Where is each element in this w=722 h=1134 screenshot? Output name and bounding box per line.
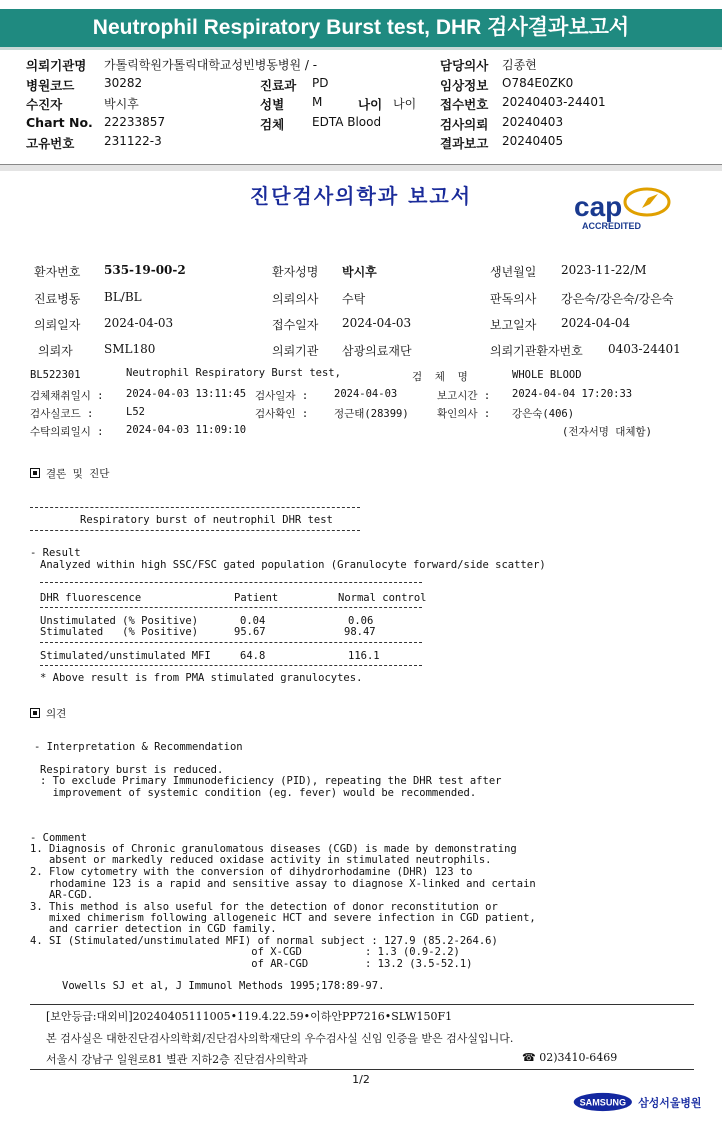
specimen: WHOLE BLOOD	[512, 369, 582, 381]
header-value: 20240403-24401	[502, 95, 606, 109]
result-label: - Result	[30, 547, 81, 559]
page-number: 1/2	[352, 1073, 370, 1086]
interp-line: improvement of systemic condition (eg. fever) would be recommended.	[40, 787, 477, 799]
room-label: 검사실코드 :	[30, 408, 94, 420]
patient-name-label: 환자성명	[272, 265, 319, 279]
comment-line: and carrier detection in CGD family.	[30, 923, 277, 935]
conclusion-heading: 결론 및 진단	[46, 468, 110, 480]
table-cell: 98.47	[344, 626, 376, 638]
header-value: 가톨릭학원가톨릭대학교성빈병동병원 / -	[104, 58, 318, 72]
repdate-label: 보고일자	[490, 318, 537, 332]
comment-line: 3. This method is also useful for the detection of donor reconstitution or	[30, 901, 498, 913]
reqdate: 2024-04-03	[104, 316, 174, 330]
section-bullet-icon	[30, 468, 40, 478]
header-label: 검체	[260, 117, 285, 132]
header-value: M	[312, 95, 323, 109]
inst-pt: 0403-24401	[608, 342, 681, 356]
confirmdoc-label: 확인의사 :	[437, 408, 491, 420]
report-title: 진단검사의학과 보고서	[249, 184, 473, 208]
esign-note: (전자서명 대체함)	[562, 426, 652, 438]
comment-line: of AR-CGD : 13.2 (3.5-52.1)	[30, 958, 473, 970]
header-value: 30282	[104, 76, 143, 90]
header-value: PD	[312, 76, 329, 90]
table-cell: 0.06	[348, 615, 374, 627]
header-value: 20240405	[502, 134, 564, 148]
hospital-name: 삼성서울병원	[638, 1096, 702, 1110]
table-cell: Stimulated/unstimulated MFI	[40, 650, 211, 662]
comment-line: 2. Flow cytometry with the conversion of dihydrorhodamine (DHR) 123 to	[30, 866, 473, 878]
header-label: 진료과	[260, 78, 297, 93]
phone-line: ☎ 02)3410-6469	[522, 1051, 618, 1064]
comment-line: AR-CGD.	[30, 889, 94, 901]
cert-line: 본 검사실은 대한진단검사의학회/진단검사의학재단의 우수검사실 신임 인증을 받은 검사실입니다.	[46, 1032, 514, 1045]
dash-rule	[40, 642, 422, 643]
header-label: 검사의뢰	[440, 117, 489, 132]
patient-no: 535-19-00-2	[104, 263, 186, 277]
header-value: O784E0ZK0	[502, 76, 574, 90]
dash-rule	[40, 607, 422, 608]
footer-divider	[30, 1069, 694, 1070]
table-header: Normal control	[338, 592, 427, 604]
collect-label: 검체채취일시 :	[30, 390, 104, 402]
cap-accredited-logo	[572, 186, 672, 232]
table-cell: 95.67	[234, 626, 266, 638]
table-header: DHR fluorescence	[40, 592, 142, 604]
institute: 삼광의료재단	[342, 344, 412, 358]
comment-line: 4. SI (Stimulated/unstimulated MFI) of normal subject : 127.9 (85.2-264.6)	[30, 935, 498, 947]
comment-line: 1. Diagnosis of Chronic granulomatous diseases (CGD) is made by demonstrating	[30, 843, 517, 855]
reporttime-label: 보고시간 :	[437, 390, 491, 402]
header-label: 병원코드	[26, 78, 75, 93]
table-header: Patient	[234, 592, 279, 604]
result-desc: Analyzed within high SSC/FSC gated population (Granulocyte forward/side scatter)	[40, 559, 546, 571]
security-line: [보안등급:대외비]20240405111005•119.4.22.59•이하안PP7216•SLW150F1	[46, 1010, 453, 1023]
table-cell: Unstimulated (% Positive)	[40, 615, 199, 627]
footer-divider	[30, 1004, 694, 1005]
test-name: Neutrophil Respiratory Burst test,	[126, 367, 341, 379]
patient-no-label: 환자번호	[34, 265, 81, 279]
consign-label: 수탁의뢰일시 :	[30, 426, 104, 438]
interp-line: : To exclude Primary Immunodeficiency (PID), repeating the DHR test after	[40, 775, 502, 787]
header-label: 결과보고	[440, 136, 489, 151]
consign: 2024-04-03 11:09:10	[126, 424, 247, 436]
dash-rule	[30, 507, 360, 508]
table-cell: Stimulated (% Positive)	[40, 626, 199, 638]
room: L52	[126, 406, 145, 418]
dash-rule	[40, 582, 422, 583]
institute-label: 의뢰기관	[272, 344, 319, 358]
section-bullet-icon	[30, 708, 40, 718]
reqdate-label: 의뢰일자	[34, 318, 81, 332]
header-label: 의뢰기관명	[26, 58, 87, 73]
dob: 2023-11-22/M	[561, 263, 647, 277]
header-label: 접수번호	[440, 97, 489, 112]
recvdate: 2024-04-03	[342, 316, 412, 330]
interp-line: Respiratory burst is reduced.	[40, 764, 224, 776]
reference: Vowells SJ et al, J Immunol Methods 1995;178:89-97.	[62, 980, 385, 992]
confirmdoc: 강은숙(406)	[512, 408, 575, 420]
header-value: 22233857	[104, 115, 166, 129]
header-label: 성별	[260, 97, 285, 112]
ward-label: 진료병동	[34, 292, 81, 306]
reader: 강은숙/강은숙/강은숙	[561, 292, 674, 306]
dash-rule	[30, 530, 360, 531]
header-label: 수진자	[26, 97, 63, 112]
confirm: 정근태(28399)	[334, 408, 409, 420]
comment-line: - Comment	[30, 832, 87, 844]
comment-line: absent or markedly reduced oxidase activity in stimulated neutrophils.	[30, 854, 492, 866]
banner-shadow	[0, 47, 722, 50]
header-label: 고유번호	[26, 136, 75, 151]
test-title: Respiratory burst of neutrophil DHR test	[80, 514, 333, 526]
repdate: 2024-04-04	[561, 316, 631, 330]
report-banner: Neutrophil Respiratory Burst test, DHR 검사결과보고서	[0, 9, 722, 47]
header-label: 임상정보	[440, 78, 489, 93]
pma-note: * Above result is from PMA stimulated granulocytes.	[40, 672, 363, 684]
comment-line: rhodamine 123 is a rapid and sensitive assay to diagnose X-linked and certain	[30, 878, 536, 890]
cap-accredited-word: ACCREDITED	[582, 221, 642, 231]
header-value: 231122-3	[104, 134, 162, 148]
reader-label: 판독의사	[490, 292, 537, 306]
testdate: 2024-04-03	[334, 388, 398, 400]
comment-line: mixed chimerism following allogeneic HCT and severe infection in CGD patient,	[30, 912, 536, 924]
comment-line: of X-CGD : 1.3 (0.9-2.2)	[30, 946, 460, 958]
doctor: 수탁	[342, 292, 366, 306]
inst-pt-label: 의뢰기관환자번호	[490, 344, 583, 358]
samsung-hospital-logo	[566, 1092, 716, 1112]
header-label: Chart No.	[26, 115, 93, 130]
dob-label: 생년월일	[490, 265, 537, 279]
confirm-label: 검사확인 :	[255, 408, 309, 420]
samsung-word: SAMSUNG	[579, 1097, 627, 1108]
patient-name: 박시후	[342, 265, 377, 279]
testdate-label: 검사일자 :	[255, 390, 309, 402]
table-cell: 116.1	[348, 650, 380, 662]
test-code: BL522301	[30, 369, 81, 381]
header-label: 담당의사	[440, 58, 489, 73]
table-cell: 64.8	[240, 650, 266, 662]
header-label: 나이	[358, 97, 383, 112]
header-value: 20240403	[502, 115, 564, 129]
collect: 2024-04-03 13:11:45	[126, 388, 247, 400]
requester-label: 의뢰자	[38, 344, 73, 358]
recvdate-label: 접수일자	[272, 318, 319, 332]
table-cell: 0.04	[240, 615, 266, 627]
cap-word: cap	[574, 191, 623, 222]
header-value: 박시후	[104, 97, 139, 111]
section-band	[0, 165, 722, 171]
reporttime: 2024-04-04 17:20:33	[512, 388, 633, 400]
specimen-label: 검 체 명	[412, 371, 468, 383]
address-line: 서울시 강남구 일원로81 별관 지하2층 진단검사의학과	[46, 1053, 308, 1066]
header-value: 나이	[393, 97, 417, 111]
doctor-label: 의뢰의사	[272, 292, 319, 306]
header-value: EDTA Blood	[312, 115, 382, 129]
header-value: 김종현	[502, 58, 537, 72]
interp-label: - Interpretation & Recommendation	[34, 741, 243, 753]
dash-rule	[40, 665, 422, 666]
ward: BL/BL	[104, 290, 142, 304]
opinion-heading: 의견	[46, 708, 67, 720]
requester: SML180	[104, 342, 156, 356]
